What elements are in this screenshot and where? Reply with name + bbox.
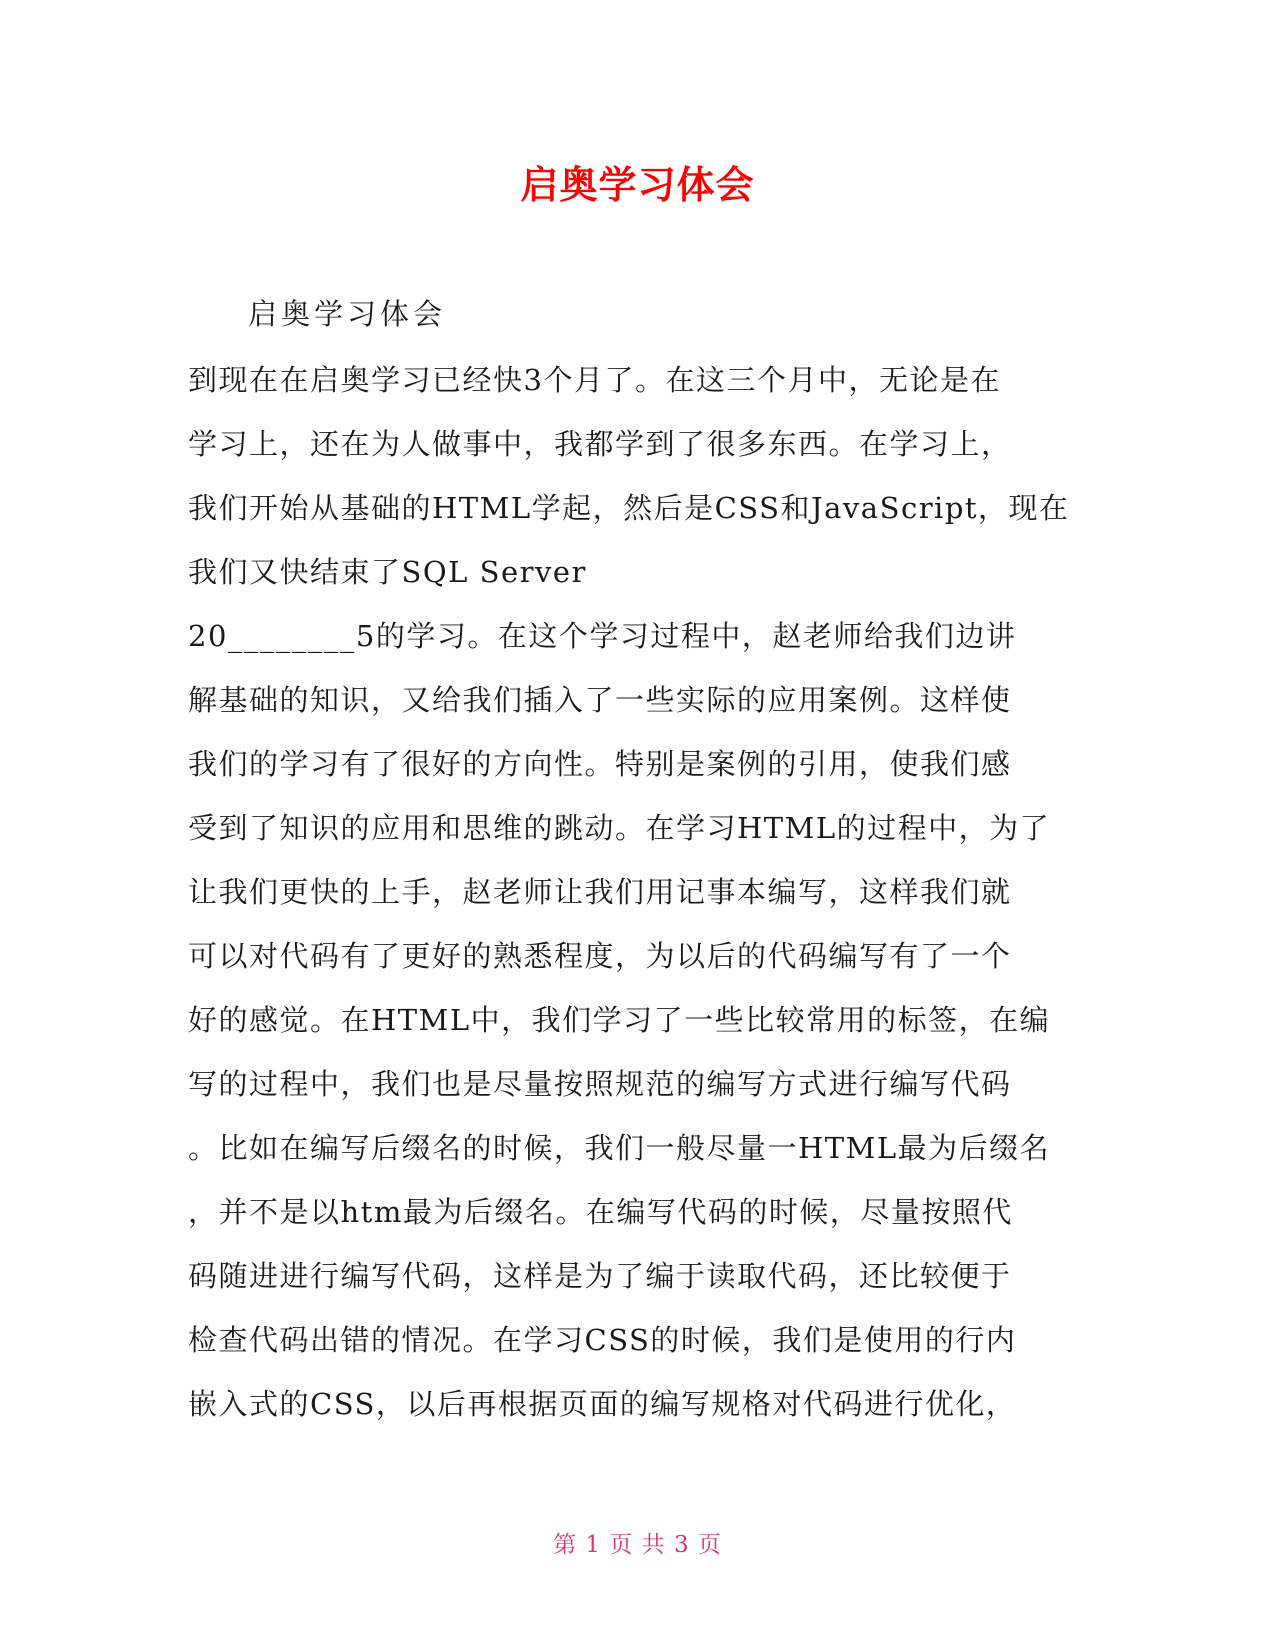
body-line: 嵌入式的CSS，以后再根据页面的编写规格对代码进行优化， xyxy=(188,1387,1017,1421)
document-subtitle: 启奥学习体会 xyxy=(248,297,447,331)
document-body xyxy=(188,362,1088,1450)
body-line: 让我们更快的上手，赵老师让我们用记事本编写，这样我们就 xyxy=(188,875,1012,909)
body-line: 好的感觉。在HTML中，我们学习了一些比较常用的标签，在编 xyxy=(188,1003,1051,1037)
body-line: 我们又快结束了SQL Server xyxy=(188,555,587,589)
body-line: 学习上，还在为人做事中，我都学到了很多东西。在学习上， xyxy=(188,427,1012,461)
body-line: 到现在在启奥学习已经快3个月了。在这三个月中，无论是在 xyxy=(188,363,1001,397)
body-line: 解基础的知识，又给我们插入了一些实际的应用案例。这样使 xyxy=(188,683,1012,717)
body-line: 写的过程中，我们也是尽量按照规范的编写方式进行编写代码 xyxy=(188,1067,1012,1101)
body-line: 我们的学习有了很好的方向性。特别是案例的引用，使我们感 xyxy=(188,747,1012,781)
body-line: ，并不是以htm最为后缀名。在编写代码的时候，尽量按照代 xyxy=(188,1195,1013,1229)
body-line: 。比如在编写后缀名的时候，我们一般尽量一HTML最为后缀名 xyxy=(188,1131,1051,1165)
body-line: 我们开始从基础的HTML学起，然后是CSS和JavaScript，现在 xyxy=(188,491,1070,525)
body-line: 码随进进行编写代码，这样是为了编于读取代码，还比较便于 xyxy=(188,1259,1012,1293)
body-line: 受到了知识的应用和思维的跳动。在学习HTML的过程中，为了 xyxy=(188,811,1051,845)
body-line: 检查代码出错的情况。在学习CSS的时候，我们是使用的行内 xyxy=(188,1323,1017,1357)
document-title: 启奥学习体会 xyxy=(520,163,755,207)
body-line: 可以对代码有了更好的熟悉程度，为以后的代码编写有了一个 xyxy=(188,939,1012,973)
body-line: 20________5的学习。在这个学习过程中，赵老师给我们边讲 xyxy=(188,619,1017,653)
page-footer: 第 1 页 共 3 页 xyxy=(553,1532,722,1558)
